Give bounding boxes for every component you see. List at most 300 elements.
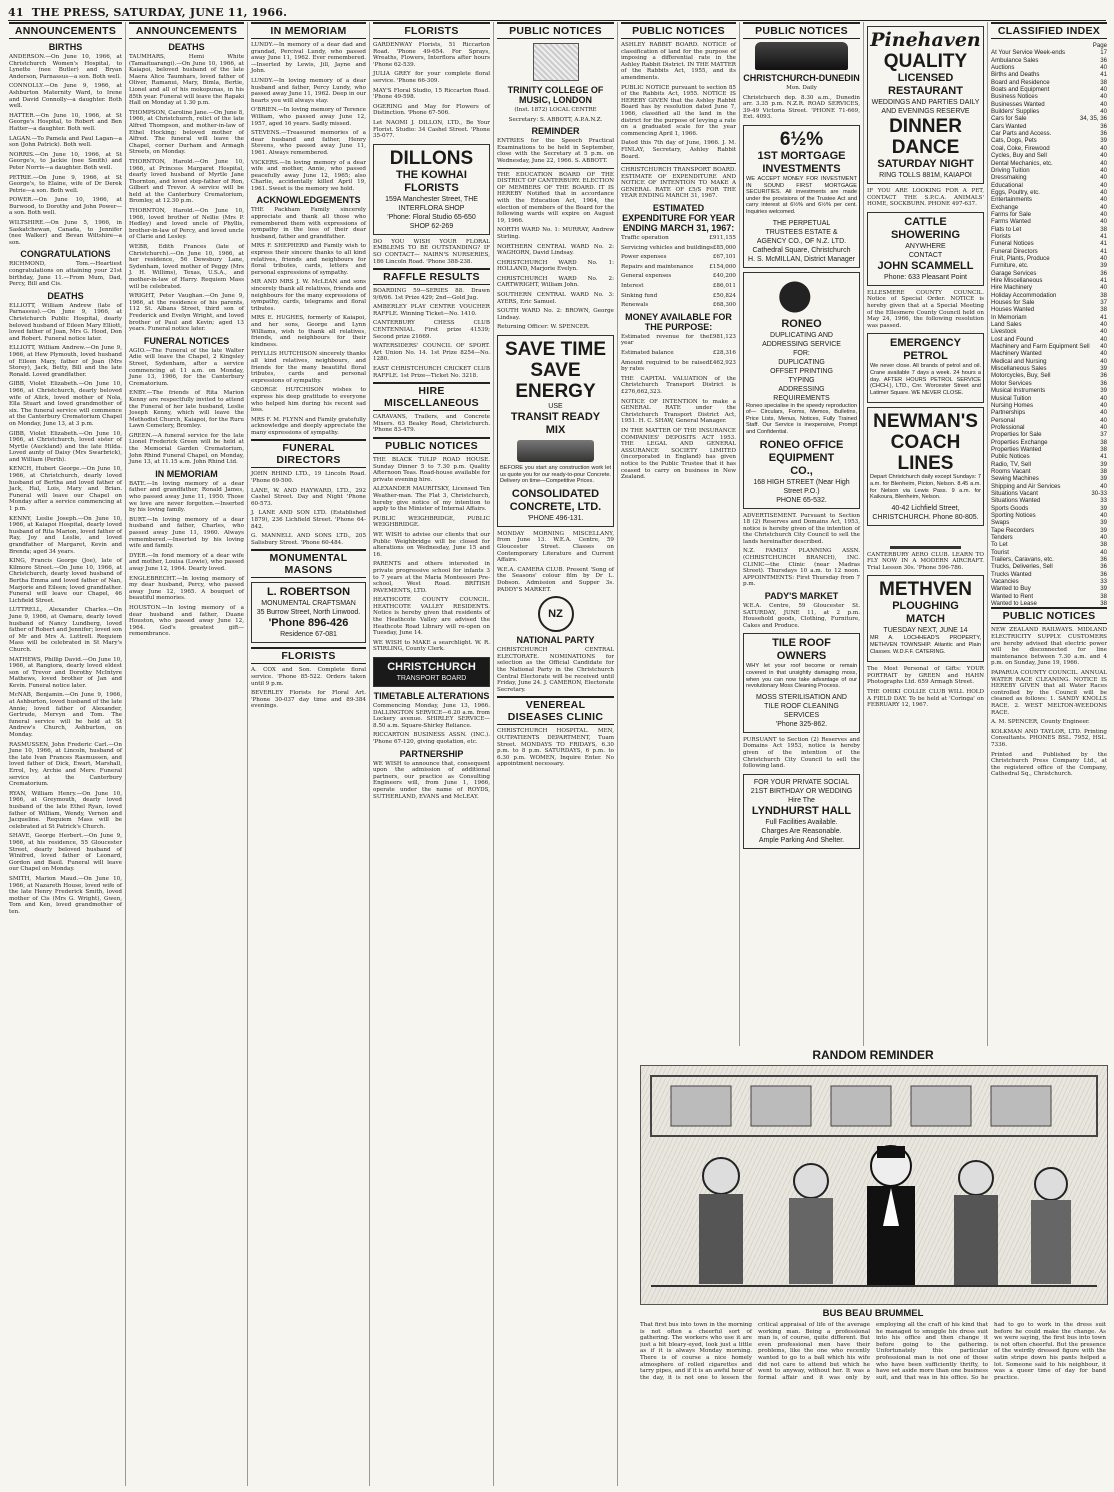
roneo-brand: RONEO <box>781 317 822 330</box>
index-page: 41 <box>1100 71 1107 79</box>
florist-notice: JULIA GREY for your complete floral service. 'Phone 66-309. <box>373 71 490 84</box>
cartoon-caption: BUS BEAU BRUMMEL <box>822 1308 924 1319</box>
index-page: 40 <box>1100 108 1107 116</box>
index-page: 39 <box>1100 460 1107 468</box>
index-page: 36 <box>1100 379 1107 387</box>
index-row <box>991 137 1107 144</box>
save-l1: SAVE TIME <box>505 339 606 361</box>
index-page: 38 <box>1100 438 1107 446</box>
amount-value: £154,000 <box>709 263 736 270</box>
amount-value: £462,923 <box>709 359 736 366</box>
index-row <box>991 483 1107 490</box>
index-page: 38 <box>1100 445 1107 453</box>
memoriam-notice: LUNDY.—In loving memory of a dear husband and father, Percy Lundy, who passed away June 11, 1962. Deep in our hearts you will always stay. <box>251 77 366 104</box>
index-label: Nursing Homes <box>991 401 1033 409</box>
raffle-notice: CANTERBURY CHESS CLUB CENTENNIAL. First prize 41539; Second prize 21669. <box>373 320 490 340</box>
index-page: 41 <box>1100 453 1107 461</box>
index-page: 40 <box>1100 284 1107 292</box>
roneo-l8: REQUIREMENTS <box>773 394 830 402</box>
deaths-list <box>129 54 244 333</box>
index-row <box>991 439 1107 446</box>
index-page: 40 <box>1100 159 1107 167</box>
index-row <box>991 446 1107 453</box>
index-label: Hire Machinery <box>991 284 1032 292</box>
ack-notice: MR AND MRS J. W. McLEAN and sons sincerely thank all relatives, friends and neighbours for the many expressions of sympathy, cards, telegrams and floral tributes. <box>251 279 366 312</box>
index-label: Swaps <box>991 519 1010 527</box>
perpetual-l1: THE PERPETUAL <box>772 219 831 227</box>
index-label: Dressmaking <box>991 174 1027 182</box>
index-page-label: Page <box>1092 42 1107 49</box>
index-page: 39 <box>1100 504 1107 512</box>
funeral-director-notice: G. MANNELL AND SONS LTD., 205 Salisbury Street. 'Phone 60-484. <box>251 533 366 546</box>
index-label: Business Notices <box>991 93 1038 101</box>
roneo-body: Roneo specialise in the speedy reproduction of— Circulars, Forms, Memos, Bulletins, Price Lists, Menus, Notices, Fully Trained Staff. Our Service is inexpensive, Prompt and Confidential. <box>746 402 857 435</box>
roneo-l7: ADDRESSING <box>778 385 825 393</box>
index-row <box>991 321 1107 328</box>
memoriam-notice: BATE.—In loving memory of a dear father and grandfather, Ronald James, who passed away June 11, 1950. Those we love are never forgotten.—Inserted by his loving family. <box>129 480 244 514</box>
index-label: Ambulance Sales <box>991 56 1039 64</box>
index-label: Motorcycles, Buy, Sell <box>991 372 1051 380</box>
index-row <box>991 343 1107 350</box>
memoriam-notice: VICKERS.—In loving memory of a dear wife and mother, Annie, who passed peacefully away June 12, 1965; also Charlie, accidentally killed April 19, 1961. Sweet is the memory we hold. <box>251 159 366 192</box>
roneo-l1: DUPLICATING AND <box>770 331 833 339</box>
index-page: 41 <box>1100 313 1107 321</box>
index-page: 40 <box>1100 401 1107 409</box>
index-label: Machinery Wanted <box>991 350 1042 358</box>
public-notices-header: PUBLIC NOTICES <box>497 22 614 39</box>
memoriam-notice: STEVENS.—Treasured memories of a dear husband and father, Henry Stevens, who passed away June 11, 1961. Always remembered. <box>251 130 366 156</box>
pinehaven-sub: WEDDINGS AND PARTIES DAILY AND EVENINGS RESERVE <box>871 99 980 115</box>
amount-item: Traffic operation <box>621 235 669 242</box>
section-header: ANNOUNCEMENTS <box>129 22 244 39</box>
amount-row <box>621 302 736 309</box>
raffle-notice: WATERSIDERS' COUNCIL OF SPORT. Art Union No. 14. 1st Prize 8254—No. 1280. <box>373 343 490 363</box>
public-notices-header: PUBLIC NOTICES <box>743 22 860 39</box>
florists-header: FLORISTS <box>373 22 490 39</box>
funeral-director-notice: J. LANE AND SON LTD. (Established 1879), 236 Lichfield Street. 'Phone 64-842. <box>251 510 366 530</box>
index-label: Births and Deaths <box>991 71 1040 79</box>
roneo-equip-l3: CO., <box>790 464 813 477</box>
ack-notice: MRS E. HUGHES, formerly of Kaiapoi, and her sons, George and Lynn Williams, wish to thank all relatives, friends, and neighbours for their kindness. <box>251 315 366 348</box>
index-row <box>991 497 1107 504</box>
ctb-ad <box>373 657 490 687</box>
national-party-label: NATIONAL PARTY <box>516 635 595 646</box>
index-page: 40 <box>1100 166 1107 174</box>
public-notice: ALEXANDER MAURITSKY, Licensed Ten Weather-man. The Flat 3, Christchurch, hereby give notice of my intention to apply to the Minister of Internal Affairs. <box>373 486 490 513</box>
amount-item: Sinking fund <box>621 292 658 299</box>
funeral-notice: GREEN.—A funeral service for the late Lionel Frederick Green will be held at the Memorial Garden Crematorium, John Rhind Funeral Chapel, on Monday, June 13, at 11.15 a.m. John Rhind Ltd. <box>129 432 244 466</box>
partnership-title: PARTNERSHIP <box>399 748 464 759</box>
public-list <box>373 457 490 594</box>
trinity-sub: (Inst. 1872) LOCAL CENTRE <box>514 107 597 113</box>
index-label: Motor Services <box>991 379 1032 387</box>
transport-board-notice: CHRISTCHURCH TRANSPORT BOARD. ESTIMATE OF EXPENDITURE AND NOTICE OF INTENTION TO MAKE A GENERAL RATE OF £5/S FOR THE YEAR ENDING MARCH 31, 1967. <box>621 167 736 200</box>
florists-list <box>373 42 490 117</box>
index-row <box>991 306 1107 313</box>
index-page: 40 <box>1100 512 1107 519</box>
public-notice: PUBLIC WEIGHBRIDGE, PUBLIC WEIGHBRIDGE. <box>373 515 490 529</box>
death-notice: GIBB, Violet Elizabeth.—On June 10, 1966, at Christchurch, loved sister of Myrtle (Auckland) and the late Hilda. Loved aunty of Daisy (Mrs Swarbrick), and William (Perth). <box>9 430 122 463</box>
emergency-title: EMERGENCY PETROL <box>890 337 961 363</box>
ack-title: ACKNOWLEDGEMENTS <box>256 195 361 206</box>
index-page: 36 <box>1100 269 1107 277</box>
memoriam-list <box>251 42 366 192</box>
index-row <box>991 409 1107 416</box>
ctb-line2: TRANSPORT BOARD <box>396 675 467 683</box>
dillons-name: DILLONS <box>389 147 474 169</box>
roneo-l3: FOR: <box>793 349 810 357</box>
index-label: Holiday Accommodation <box>991 291 1057 299</box>
index-row <box>991 167 1107 174</box>
index-row <box>991 145 1107 152</box>
newman-l1: NEWMAN'S <box>873 411 978 433</box>
pursuant-notice: PURSUANT to Section (2) Reserves and Domains Act 1953, notice is hereby given of the intention of the Christchurch City Council to sell the following land. <box>743 736 860 770</box>
amount-item: Repairs and maintenance <box>621 263 694 270</box>
trinity-reminder: REMINDER <box>531 126 580 137</box>
aeroplane-icon <box>890 530 960 549</box>
lyndhurst-ad <box>743 774 860 849</box>
ack-notice: PHYLLIS HUTCHISON sincerely thanks all kind relatives, neighbours, and friends for the many beautiful floral tributes, cards and personal expressions of sympathy. <box>251 351 366 384</box>
death-notice: GIBB, Violet Elizabeth.—On June 10, 1966, at Christchurch, dearly beloved wife of Alick, loved mother of Nola, Ella Stuart and loved grandmother of six. The funeral service will commence at the Canterbury Crematorium Chapel on Monday, June 13, at 3 p.m. <box>9 381 122 427</box>
index-row <box>991 578 1107 585</box>
index-label: Educational <box>991 181 1023 189</box>
index-label: Car Parts and Access. <box>991 130 1052 138</box>
pinehaven-name: Pinehaven <box>870 29 981 51</box>
index-row <box>991 372 1107 379</box>
amount-item: Power expenses <box>621 254 667 261</box>
death-notice: McNAB, Benjamin.—On June 9, 1966, at Ashburton, loved husband of the late Annie; loved father of Alexander, Gertrude, Mervyn and Tom. The funeral service will be held at St Andrew's Church, Ashburton, on Monday. <box>9 692 122 739</box>
index-page: 39 <box>1100 262 1107 270</box>
index-label: Trailers, Caravans, etc. <box>991 556 1054 564</box>
index-row <box>991 93 1107 100</box>
divider <box>621 163 736 164</box>
amount-item: Renewals <box>621 302 649 309</box>
index-label: Cycles, Buy and Sell <box>991 152 1047 160</box>
index-page: 40 <box>1100 343 1107 351</box>
index-row <box>991 189 1107 196</box>
index-page: 40 <box>1100 218 1107 226</box>
amount-item: Amount required to be raised by rates <box>621 359 710 373</box>
newman-body: Depart Christchurch daily except Sundays: 7 a.m. for Blenheim, Picton, Nelson. 8.45 a.m. for Nelson via Lewis Pass. 9 a.m. for Kaikoura, Blenheim, Nelson. <box>870 474 981 501</box>
wea-notice: MONDAY MORNING MISCELLANY, from June 13. W.E.A. Centre, 59 Gloucester Street. Classes on Contemporary Literature and Current Affairs. <box>497 530 614 564</box>
private-l5: Full Facilities Available. <box>765 818 838 826</box>
index-row <box>991 226 1107 233</box>
column-public-1 <box>494 22 618 1486</box>
index-page: 38 <box>1100 291 1107 299</box>
dillons-ad <box>373 144 490 235</box>
amount-value: £50,824 <box>712 292 736 299</box>
index-label: Flats to Let <box>991 225 1022 233</box>
index-label: Situations Vacant <box>991 489 1038 497</box>
index-page: 40 <box>1100 482 1107 490</box>
capital-notice: THE CAPITAL VALUATION of the Christchurch Transport District is £276,662,323. <box>621 375 736 395</box>
index-label: Musical Instruments <box>991 387 1046 395</box>
private-l4: LYNDHURST HALL <box>751 804 852 817</box>
index-label: Cats, Dogs, Pets <box>991 137 1037 145</box>
index-label: Builders' Supplies <box>991 108 1040 116</box>
ack-list <box>251 207 366 436</box>
raffle-header: RAFFLE RESULTS <box>373 268 490 285</box>
amount-value: £86,011 <box>712 283 736 290</box>
ohiki-notice: THE OHIKI COLLIE CLUB WILL HOLD A FIELD DAY. To be held at 'Coringa' on FEBRUARY 12, 1967. <box>867 689 984 709</box>
index-label: Dental Mechanics, etc. <box>991 159 1053 167</box>
index-label: Musical Tuition <box>991 394 1032 402</box>
roneo-ad <box>743 272 860 509</box>
page-number: 41 <box>8 5 24 19</box>
index-label: Fruit, Plants, Produce <box>991 254 1050 262</box>
riccarton-notice: RICCARTON BUSINESS ASSN. (INC.). 'Phone 67-120, giving quotation, etc. <box>373 732 490 745</box>
wards-list <box>497 227 614 321</box>
index-page: 40 <box>1100 321 1107 329</box>
amount-value: £28,316 <box>712 350 736 356</box>
mortgage-l1: 1ST MORTGAGE <box>757 149 846 162</box>
partnership-notice: WE WISH to announce that, consequent upon the admission of additional partners, our practice as Consulting Engineers will, from June 1, 1966, operate under the name of ROYDS, SUTHERLAND, EVANS and McLEAY. <box>373 760 490 800</box>
ctb-body: Commencing Monday, June 13, 1966. DALLINGTON SERVICE—6.20 a.m. from Lockery avenue. SHIRLEY SERVICE—8.50 a.m. Square-Shirley Reliance. <box>373 703 490 729</box>
index-row <box>991 101 1107 108</box>
index-row <box>991 387 1107 394</box>
index-page: 30-33 <box>1091 489 1107 497</box>
index-row <box>991 541 1107 548</box>
index-page: 40 <box>1100 534 1107 542</box>
robertson-phone: 'Phone 896-426 <box>268 617 349 630</box>
index-row <box>991 424 1107 431</box>
funeral-director-notice: JOHN RHIND LTD., 19 Lincoln Road. 'Phone 69-500. <box>251 471 366 485</box>
private-l3: Hire The <box>788 796 815 804</box>
cartoon-drawing <box>641 1066 1107 1304</box>
methven-l3: MATCH <box>906 613 945 626</box>
index-label: Lost and Found <box>991 335 1034 343</box>
funeral-director-notice: LANE, W. AND HAYWARD, LTD., 292 Cashel Street. Day and Night 'Phone 60-573. <box>251 487 366 507</box>
index-label: Board and Residence <box>991 78 1050 86</box>
methven-body: MR A. LOCHHEAD'S PROPERTY, METHVEN TOWNSHIP. Atlantic and Plain Classes. W.D.F.F. CATERING. <box>870 635 981 655</box>
funeral-directors-header: FUNERAL DIRECTORS <box>251 439 366 468</box>
index-page: 37 <box>1100 299 1107 307</box>
wea-camera-notice: W.E.A. CAMERA CLUB. Present 'Song of the Seasons' colour film by Dr L. Dobson. Admission and Supper 3s. PADDY'S MARKET. <box>497 566 614 593</box>
nz-national-party-logo-icon: NZ <box>538 596 574 632</box>
deaths-list <box>9 303 122 916</box>
mortgage-body: WE ACCEPT MONEY FOR INVESTMENT IN SOUND FIRST MORTGAGE SECURITIES. All investments are made under the provisions of the Trustee Act and carry interest at 6½% and 6½% per cent. Inquiries welcomed. <box>746 175 857 215</box>
ward-entry: SOUTH WARD No. 2: BROWN, George Lindsay. <box>497 308 614 321</box>
index-page: 40 <box>1100 64 1107 72</box>
amount-row <box>621 360 736 373</box>
portrait-notice: The Most Personal of Gifts: YOUR PORTRAIT by GREEN and HAHN Photographs Ltd. 659 Armagh Street. <box>867 666 984 686</box>
public-notice: PARENTS and others interested in private progressive school for infants 3 to 7 years at the Maria Montessori Pre-school, West Road. BRITISH PAVEMENTS, LTD. <box>373 561 490 594</box>
save-body: BEFORE you start any construction work let us quote you for our ready-to-pour Concrete. Delivery on time—Competitive Prices. <box>500 465 611 485</box>
index-label: Cars for Sale <box>991 115 1027 123</box>
index-row <box>991 108 1107 115</box>
index-page: 37 <box>1100 431 1107 439</box>
index-page: 38 <box>1100 541 1107 549</box>
index-page: 40 <box>1100 188 1107 196</box>
newmans-ad <box>867 407 984 525</box>
chch-dunedin-sub: Mon. Daily <box>786 85 817 91</box>
index-row <box>991 299 1107 306</box>
death-notice: RASMUSSEN, John Frederic Carl.—On June 10, 1966, at Lincoln, husband of the late Ivan Frances Rasmussen, and loved father of Dick, Ewart, Marshall, Errol, Ivy, Archie and Merv. Funeral service at the Canterbury Crematorium. <box>9 741 122 788</box>
roneo-equip-l1: RONEO OFFICE <box>759 438 844 451</box>
index-row <box>991 115 1107 122</box>
chch-dunedin-body: Christchurch dep. 8.30 a.m., Dunedin arr. 3.35 p.m. N.Z.R. ROAD SERVICES, 39-49 Victoria Street. 'PHONE 71-669, Ext. 4093. <box>743 94 860 121</box>
pinehaven-ad <box>867 26 984 184</box>
ack-notice: MRS F. SHEPHERD and Family wish to express their sincere thanks to all kind relatives, friends and neighbours for floral tributes, cards, letters and personal expressions of sympathy. <box>251 243 366 276</box>
index-label: Livestock <box>991 328 1017 336</box>
save-l3: USE <box>548 403 563 411</box>
index-row <box>991 152 1107 159</box>
index-label: Coal, Coke, Firewood <box>991 144 1050 152</box>
funeral-notice: ENBY.—The friends of Rita Marion Kenny are respectfully invited to attend the Funeral of her late husband, Leslie Joseph Kenny, which will leave the Methodist Church, Kaiapoi, for the Ruru Lawn Cemetery, Bromley. <box>129 390 244 430</box>
index-page: 40 <box>1100 328 1107 336</box>
memoriam-notice: BURT.—In loving memory of a dear husband and father, Charles, who passed away June 11, 1960. Always remembered.—Inserted by his loving wife and family. <box>129 516 244 550</box>
index-label: Exchange <box>991 203 1019 211</box>
death-notice: THORNTON, Harold.—On June 10, 1966, at Princess Margaret Hospital, dearly loved husband of Myrtle Jane Thornton, and loved step-father of Ron, Gilbert and Trevor. A service will be held at the Canterbury Crematorium, Bromley, at 12.30 p.m. <box>129 158 244 205</box>
index-row <box>991 71 1107 78</box>
pinehaven-ring: RING TOLLS 881M, KAIAPOI <box>879 172 972 179</box>
memoriam-notice: O'BRIEN.—In loving memory of Terence William, who passed away June 12, 1957, aged 16 years. Sadly missed. <box>251 107 366 127</box>
emergency-petrol-ad <box>867 333 984 403</box>
dillons-addr: 159A Manchester Street, THE INTERFLORA SHOP <box>385 195 478 212</box>
index-page: 40 <box>1100 409 1107 417</box>
roneo-equip-addr: 168 HIGH STREET (Near High Street P.O.) <box>753 478 850 495</box>
robertson-name: L. ROBERTSON <box>266 586 351 599</box>
index-row <box>991 468 1107 475</box>
index-page: 40 <box>1100 181 1107 189</box>
methven-date: TUESDAY NEXT, JUNE 14 <box>883 627 968 635</box>
robertson-addr: 35 Burrow Street, North Linwood. <box>256 609 361 617</box>
index-row <box>991 211 1107 218</box>
dillons-phone: 'Phone: Floral Studio 65-650 <box>387 213 476 221</box>
private-l1: FOR YOUR PRIVATE SOCIAL <box>753 778 850 786</box>
index-label: Farms Wanted <box>991 218 1031 226</box>
index-page: 40 <box>1100 548 1107 556</box>
paparua-notice: PAPARUA COUNTY COUNCIL. ANNUAL WATER RACE CLEANING. NOTICE IS HEREBY GIVEN that all Water Races controlled by the Council will be cleaned as follows: 1. SANDY KNOLLS RACE. 2. WEST MELTON-WEEDONS RACE. <box>991 670 1107 716</box>
index-page: 40 <box>1100 144 1107 152</box>
public-notices-header: PUBLIC NOTICES <box>991 607 1107 624</box>
money-title: MONEY AVAILABLE FOR THE PURPOSE: <box>625 311 732 332</box>
ellesmere-notice: ELLESMERE COUNTY COUNCIL. Notice of Special Order. NOTICE is hereby given that at a Special Meeting of the Ellesmere County Council held on May 24, 1966, the following resolution was passed. <box>867 289 984 329</box>
tile-l4: TILE ROOF CLEANING <box>764 702 839 710</box>
index-label: Businesses Wanted <box>991 100 1045 108</box>
index-row <box>991 402 1107 409</box>
county-engineer: A. M. SPENCER, County Engineer. <box>991 719 1090 726</box>
index-label: Vacancies <box>991 578 1019 586</box>
methven-l1: METHVEN <box>879 579 972 601</box>
save-time-ad <box>497 335 614 527</box>
florists-list <box>251 667 366 710</box>
divider <box>497 168 614 169</box>
index-label: Florists <box>991 232 1011 240</box>
index-row <box>991 549 1107 556</box>
index-page: 38 <box>1100 225 1107 233</box>
death-notice: THOMPSON, Caroline Jane.—On June 8, 1966, at Christchurch, relict of the late Alfred Thompson, and mother-in-law of Ethel Hocking; beloved mother of Alfred. The funeral will leave the Chapel, corner Durham and Armagh Streets, on Monday. <box>129 109 244 156</box>
index-page: 40 <box>1100 357 1107 365</box>
index-page: 41 <box>1100 232 1107 240</box>
index-label: Houses Wanted <box>991 306 1035 314</box>
index-page: 39 <box>1100 365 1107 373</box>
family-planning-notice: N.Z. FAMILY PLANNING ASSN. (CHRISTCHURCH BRANCH), INC. CLINIC—the Clinic (near Madras Street). Thursdays 10 a.m. to 12 noon. APPOINTMENTS: First Thursday from 7 p.m. <box>743 548 860 588</box>
index-row <box>991 431 1107 438</box>
index-row <box>991 395 1107 402</box>
index-page: 39 <box>1100 475 1107 483</box>
index-label: Furniture, etc. <box>991 262 1029 270</box>
rabbit-board-date: Dated this 7th day of June, 1966. J. M. FINLAY, Secretary, Ashley Rabbit Board. <box>621 140 736 160</box>
index-page: 40 <box>1100 174 1107 182</box>
public-notices-header: PUBLIC NOTICES <box>621 22 736 39</box>
index-row <box>991 328 1107 335</box>
index-page: 40 <box>1100 100 1107 108</box>
index-row <box>991 350 1107 357</box>
index-label: Cars Wanted <box>991 122 1027 130</box>
index-row <box>991 512 1107 519</box>
masthead <box>8 4 1106 21</box>
funeral-notice: AGIO.—The Funeral of the late Walter Adie will leave the Chapel, 2 Kingsley Street, Sydenham, after a service commencing at 11 a.m. on Monday, June 13, 1966, for the Canterbury Crematorium. <box>129 347 244 387</box>
index-label: Wanted to Buy <box>991 585 1031 593</box>
index-row <box>991 527 1107 534</box>
amount-value: £67,101 <box>712 254 736 261</box>
index-row <box>991 204 1107 211</box>
methven-ad <box>867 575 984 662</box>
spca-notice: IF YOU ARE LOOKING FOR A PET, CONTACT THE S.P.C.A. ANIMALS' HOME, SOCKBURN. PHONE 497-637. <box>867 188 984 208</box>
birth-notice: POWER.—On June 10, 1966, at Burwood, to Dorothy and John Power—a son. Both well. <box>9 197 122 217</box>
newman-l2: COACH LINES <box>890 432 961 475</box>
aero-club-notice: CANTERBURY AERO CLUB. LEARN TO FLY NOW IN A MODERN AIRCRAFT. Trial Lesson 30s. 'Phone 596-786. <box>867 551 984 571</box>
tile-phone: 'Phone 325-862. <box>775 720 828 728</box>
index-page: 36 <box>1100 556 1107 564</box>
index-label: At Your Service Week-ends <box>991 49 1066 57</box>
index-label: Shipping and Air Services <box>991 482 1061 490</box>
birth-notice: ANDERSON.—On June 10, 1966, at Christchurch Women's Hospital, to Lynette (nee Butler) and Bryan Anderson, Parnassus—a son. Both well. <box>9 54 122 80</box>
pinehaven-dinner-dance: DINNER DANCE <box>889 116 962 158</box>
mortgage-pct: 6½% <box>779 128 824 150</box>
education-notice: THE EDUCATION BOARD OF THE DISTRICT OF CANTERBURY. ELECTION OF MEMBERS OF THE BOARD. IT IS HEREBY Notified that in accordance with the Education Act, 1964, the election of members of the Board for the following wards will expire on August 19, 1966. <box>497 171 614 224</box>
pinehaven-licensed: LICENSED RESTAURANT <box>888 72 963 97</box>
column-ads <box>864 22 988 1046</box>
tile-l5: SERVICES <box>783 711 820 719</box>
ack-notice: GEORGE HUTCHISON wishes to express his deep gratitude to everyone who helped him during his recent sad loss. <box>251 387 366 414</box>
roneo-equip-phone: PHONE 65-532. <box>776 496 827 504</box>
index-label: Trucks, Deliveries, Sell <box>991 563 1053 571</box>
paddys-title: PADY'S MARKET <box>764 591 839 602</box>
perpetual-l2: TRUSTEES ESTATE & <box>765 228 838 236</box>
planning-notice: NOTICE OF INTENTION to make a GENERAL RATE under the Christchurch Transport District Act, 1951. H. C. SHAW, General Manager. <box>621 398 736 425</box>
column-public-3 <box>740 22 864 1046</box>
index-row <box>991 218 1107 225</box>
index-row <box>991 519 1107 526</box>
index-row <box>991 461 1107 468</box>
tile-l3: MOSS STERILISATION AND <box>756 693 847 701</box>
index-label: Machinery and Farm Equipment Sell <box>991 343 1090 351</box>
index-label: Personal <box>991 416 1016 424</box>
robertson-line: MONUMENTAL CRAFTSMAN <box>261 600 356 608</box>
trinity-crest-icon <box>533 43 579 81</box>
perpetual-l4: Cathedral Square, Christchurch <box>752 246 851 254</box>
money-table <box>621 334 736 373</box>
railways-notice: NEW ZEALAND RAILWAYS. MIDLAND ELECTRICITY SUPPLY. CUSTOMERS are hereby advised that electric power will be disconnected for line maintenance between 7.30 a.m. and 4 p.m. on Sunday, June 19, 1966. <box>991 627 1107 667</box>
index-label: Wanted to Lease <box>991 600 1037 608</box>
index-label: Houses for Sale <box>991 299 1035 307</box>
private-l6: Charges Are Reasonable. <box>761 827 842 835</box>
electorate-notice: CHRISTCHURCH CENTRAL ELECTORATE. NOMINATIONS for selection as the Official Candidate for the National Party in the Christchurch Central Electorate will be received until Friday, June 24. J. CAMERON, Electorate Secretary. <box>497 647 614 693</box>
roneo-lion-icon <box>768 280 835 314</box>
index-page: 39 <box>1100 387 1107 395</box>
raffle-list <box>373 288 490 379</box>
amount-row <box>621 273 736 280</box>
death-notice: MATHEWS, Phillip David.—On June 10, 1966, at Rangiora, dearly loved eldest son of Trevor and Dorothy McIntyre Mathews, loved brother of Jan and Kevin. Funeral notice later. <box>9 656 122 689</box>
index-label: Properties Exchange <box>991 438 1048 446</box>
index-row <box>991 255 1107 262</box>
death-notice: KENCH, Hubert George.—On June 10, 1966, at Christchurch, dearly loved husband of Bertha and loved father of Jack, Hal, Lois, Mary and Brian. Funeral will leave our Chapel on Monday after a service commencing at 1 p.m. <box>9 466 122 513</box>
death-notice: THORNTON, Harold.—On June 10, 1966, loved brother of Nellie (Mrs P. Hedley) and loved uncle of Phyllis, brother-in-law of Percy, and loved uncle of Clarie and Lesley. <box>129 208 244 241</box>
index-page: 40 <box>1100 203 1107 211</box>
roneo-l6: TYPING <box>788 376 815 384</box>
